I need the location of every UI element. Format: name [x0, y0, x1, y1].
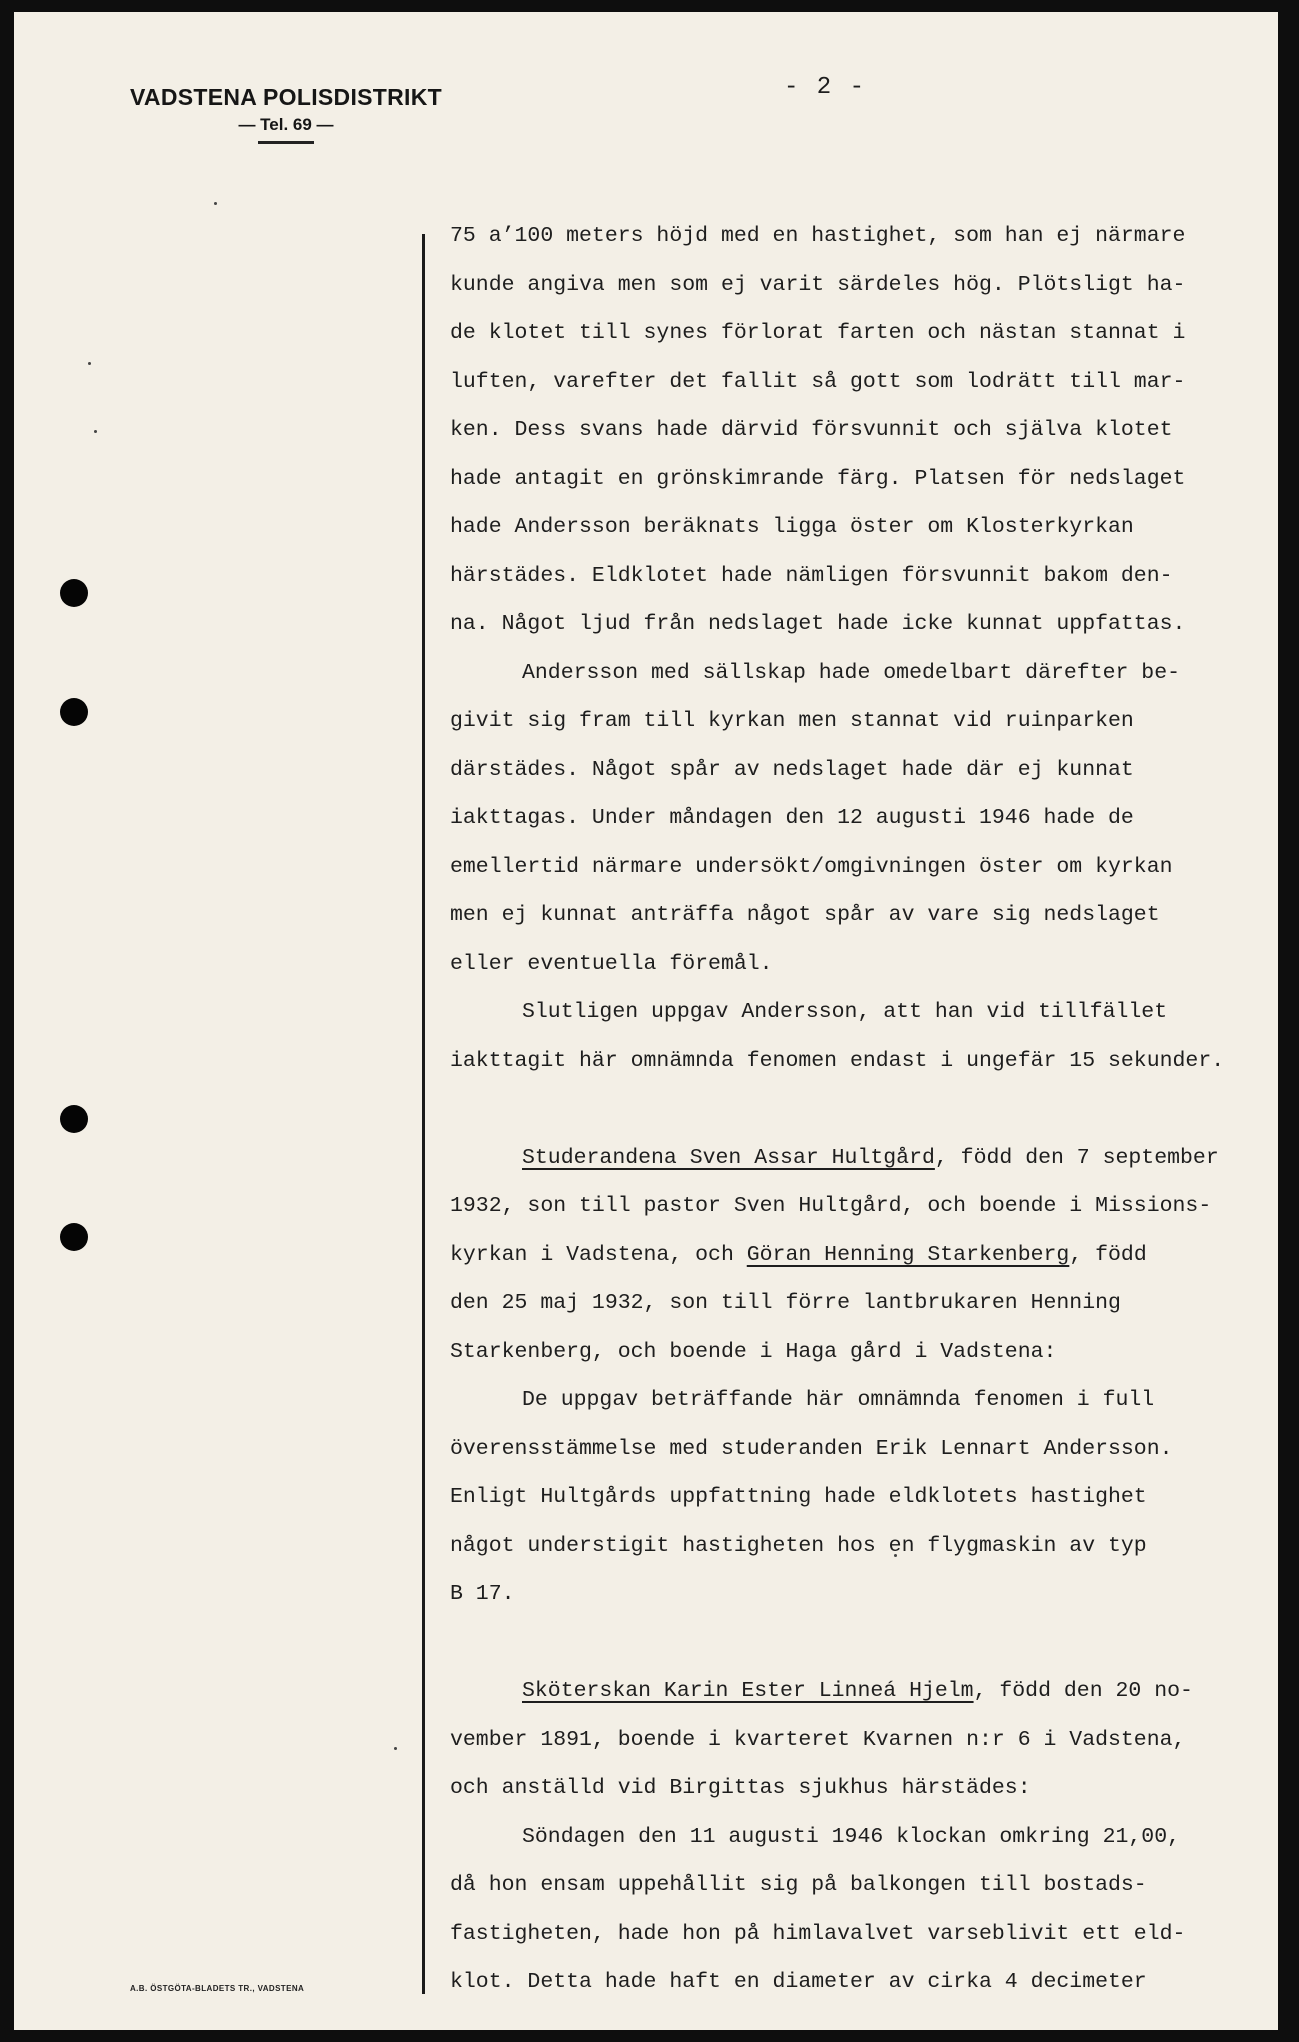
line-text: den 25 maj 1932, son till förre lantbrukaren Henning	[450, 1291, 1121, 1315]
line-text: iakttagit här omnämnda fenomen endast i ungefär 15 sekunder.	[450, 1048, 1225, 1073]
text-line	[450, 1182, 1272, 1231]
line-text: Andersson med sällskap hade omedelbart därefter be-	[522, 660, 1181, 685]
text-line	[450, 1764, 1272, 1813]
punch-hole	[60, 1223, 88, 1251]
margin-rule-line	[422, 234, 425, 1994]
text-line	[450, 649, 1272, 698]
witness-name: Studerandena Sven Assar Hultgård	[522, 1145, 935, 1170]
text-line	[450, 309, 1272, 358]
paper-speck	[94, 430, 97, 433]
text-line	[450, 1328, 1272, 1377]
text-line	[450, 746, 1272, 795]
text-line	[450, 1425, 1272, 1474]
text-line	[450, 261, 1272, 310]
letterhead	[106, 84, 466, 144]
page-number: - 2 -	[784, 74, 867, 101]
text-line	[450, 1813, 1272, 1862]
line-text: klot. Detta hade haft en diameter av cirka 4 decimeter	[450, 1970, 1147, 1994]
text-line	[450, 843, 1272, 892]
text-line	[450, 1231, 1272, 1280]
text-line	[450, 1958, 1272, 2007]
text-line	[450, 1522, 1272, 1571]
text-line	[450, 940, 1272, 989]
punch-hole	[60, 1105, 88, 1133]
text-line	[450, 1037, 1272, 1086]
line-text: 1932, son till pastor Sven Hultgård, och boende i Missions-	[450, 1194, 1212, 1218]
line-text: då hon ensam uppehållit sig på balkongen till bostads-	[450, 1873, 1147, 1897]
paper-speck	[214, 202, 217, 205]
witness-name: Göran Henning Starkenberg	[746, 1242, 1070, 1267]
punch-hole	[60, 698, 88, 726]
line-text: hade antagit en grönskimrande färg. Platsen för nedslaget	[450, 466, 1186, 491]
text-line	[450, 406, 1272, 455]
text-line	[450, 455, 1272, 504]
line-text: överensstämmelse med studeranden Erik Lennart Andersson.	[450, 1436, 1173, 1461]
line-text: Starkenberg, och boende i Haga gård i Vadstena:	[450, 1339, 1057, 1364]
line-text: men ej kunnat anträffa något spår av vare sig nedslaget	[450, 903, 1160, 927]
letterhead-rule	[258, 141, 314, 144]
line-text: Enligt Hultgårds uppfattning hade eldklotets hastighet	[450, 1485, 1147, 1509]
line-text: därstädes. Något spår av nedslaget hade där ej kunnat	[450, 757, 1134, 782]
line-text: , född den 20 no-	[973, 1679, 1193, 1703]
text-line	[450, 1910, 1272, 1959]
text-line	[450, 1667, 1272, 1716]
document-page	[14, 12, 1278, 2030]
text-line	[450, 1279, 1272, 1328]
line-text: givit sig fram till kyrkan men stannat vid ruinparken	[450, 709, 1134, 733]
line-text: , född den 7 september	[934, 1145, 1219, 1170]
text-line	[450, 600, 1272, 649]
line-text: luften, varefter det fallit så gott som lodrätt till mar-	[450, 369, 1186, 394]
text-line	[450, 891, 1272, 940]
line-text: ken. Dess svans hade därvid försvunnit och själva klotet	[450, 418, 1173, 442]
line-text: kunde angiva men som ej varit särdeles hög. Plötsligt ha-	[450, 272, 1186, 297]
text-line	[450, 697, 1272, 746]
text-line	[450, 552, 1272, 601]
line-text: , född	[1069, 1242, 1147, 1267]
text-line	[450, 503, 1272, 552]
letterhead-district: VADSTENA POLISDISTRIKT	[129, 84, 442, 110]
paper-speck	[394, 1747, 397, 1750]
text-line	[450, 988, 1272, 1037]
line-text: emellertid närmare undersökt/omgivningen öster om kyrkan	[450, 854, 1173, 879]
text-line	[450, 1570, 1272, 1619]
paper-speck	[88, 362, 91, 365]
line-text: härstädes. Eldklotet hade nämligen försvunnit bakom den-	[450, 563, 1173, 588]
line-text: 75 a’100 meters höjd med en hastighet, som han ej närmare	[450, 224, 1186, 248]
line-text: och anställd vid Birgittas sjukhus härstädes:	[450, 1776, 1031, 1800]
letter-body-text	[450, 212, 1272, 2007]
text-line	[450, 1376, 1272, 1425]
paragraph-gap	[450, 1085, 1272, 1134]
punch-hole	[60, 579, 88, 607]
paragraph-gap	[450, 1619, 1272, 1668]
printer-imprint: A.B. ÖSTGÖTA-BLADETS TR., VADSTENA	[130, 1984, 305, 1993]
line-text: fastigheten, hade hon på himlavalvet varseblivit ett eld-	[450, 1921, 1186, 1946]
line-text: något understigit hastigheten hos en flygmaskin av typ	[450, 1533, 1147, 1558]
line-text: de klotet till synes förlorat farten och nästan stannat i	[450, 321, 1186, 345]
letterhead-telephone: — Tel. 69 —	[238, 115, 334, 134]
witness-name: Sköterskan Karin Ester Linneá Hjelm	[522, 1679, 974, 1703]
text-line	[450, 358, 1272, 407]
line-text: Söndagen den 11 augusti 1946 klockan omkring 21,00,	[522, 1824, 1181, 1849]
line-text: Slutligen uppgav Andersson, att han vid tillfället	[522, 1000, 1168, 1024]
line-text: hade Andersson beräknats ligga öster om Klosterkyrkan	[450, 515, 1134, 539]
text-line	[450, 1861, 1272, 1910]
line-text: B 17.	[450, 1582, 515, 1606]
text-line	[450, 794, 1272, 843]
text-line	[450, 1134, 1272, 1183]
line-lead-text: kyrkan i Vadstena, och	[450, 1242, 747, 1267]
line-text: De uppgav beträffande här omnämnda fenomen i full	[522, 1388, 1155, 1412]
line-text: na. Något ljud från nedslaget hade icke kunnat uppfattas.	[450, 612, 1186, 636]
text-line	[450, 1473, 1272, 1522]
line-text: iakttagas. Under måndagen den 12 augusti 1946 hade de	[450, 806, 1134, 830]
line-text: eller eventuella föremål.	[450, 951, 773, 976]
text-line	[450, 212, 1272, 261]
text-line	[450, 1716, 1272, 1765]
line-text: vember 1891, boende i kvarteret Kvarnen n:r 6 i Vadstena,	[450, 1727, 1186, 1752]
